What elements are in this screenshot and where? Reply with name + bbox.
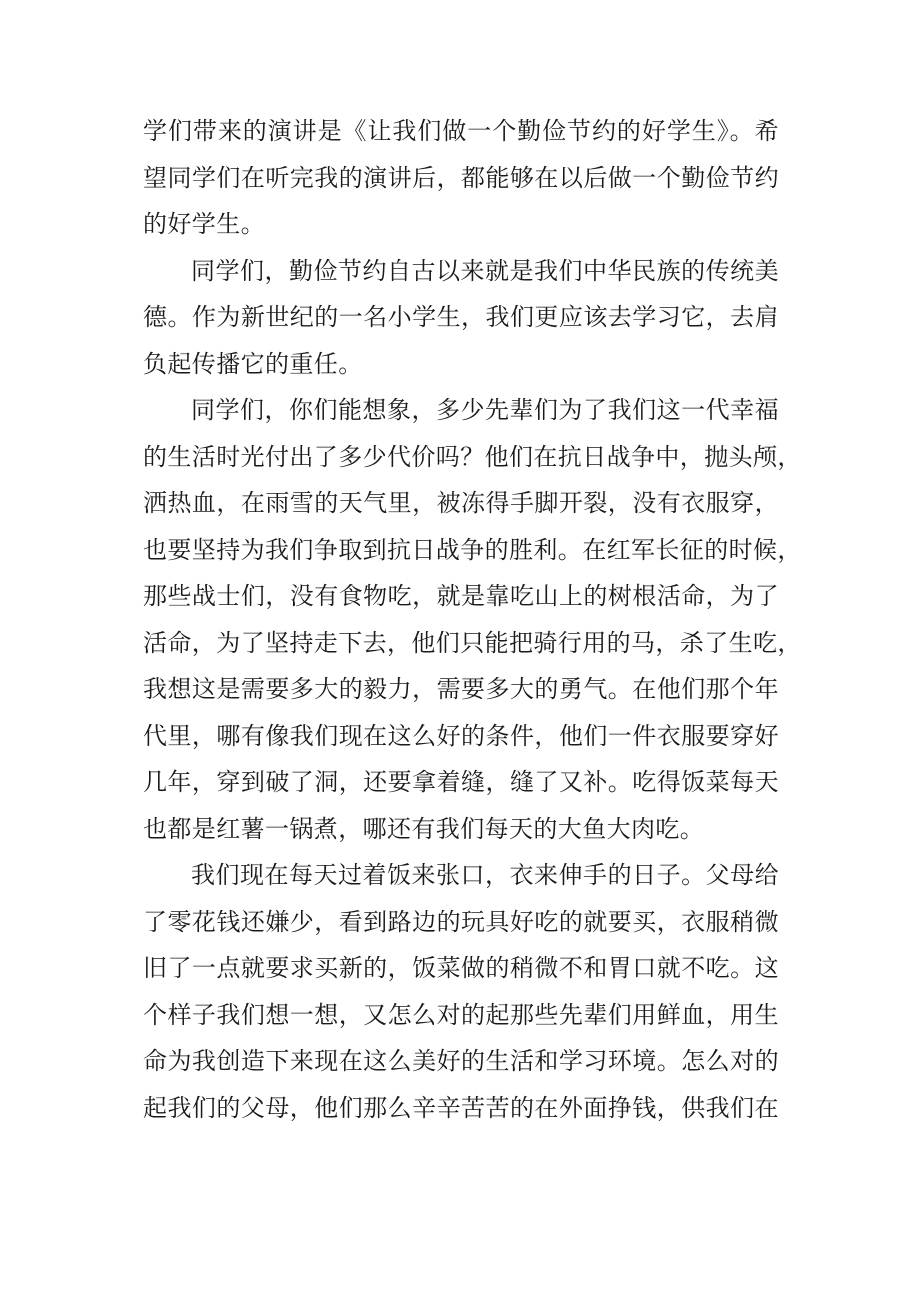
text-line: 也要坚持为我们争取到抗日战争的胜利。在红军长征的时候，: [143, 535, 802, 564]
text-line: 起我们的父母，他们那么辛辛苦苦的在外面挣钱，供我们在: [143, 1093, 779, 1122]
text-line: 那些战士们，没有食物吃，就是靠吃山上的树根活命，为了: [143, 582, 779, 610]
text-line: 也都是红薯一锅煮，哪还有我们每天的大鱼大肉吃。: [143, 814, 705, 843]
document-body: [143, 108, 802, 1131]
text-line: 旧了一点就要求买新的，饭菜做的稍微不和胃口就不吃。这: [143, 954, 779, 982]
text-line: 学们带来的演讲是《让我们做一个勤俭节约的好学生》。希: [143, 117, 779, 145]
text-line: 同学们，你们能想象，多少先辈们为了我们这一代幸福: [191, 396, 779, 424]
text-line: 我们现在每天过着饭来张口，衣来伸手的日子。父母给: [191, 861, 779, 889]
text-line: 同学们，勤俭节约自古以来就是我们中华民族的传统美: [191, 256, 779, 285]
text-line: 洒热血，在雨雪的天气里，被冻得手脚开裂，没有衣服穿，: [143, 489, 779, 517]
paragraph: [143, 852, 779, 1131]
text-line: 命为我创造下来现在这么美好的生活和学习环境。怎么对的: [143, 1047, 779, 1075]
text-line: 望同学们在听完我的演讲后，都能够在以后做一个勤俭节约: [143, 163, 779, 192]
text-line: 德。作为新世纪的一名小学生，我们更应该去学习它，去肩: [143, 303, 779, 331]
paragraph: [143, 108, 779, 248]
text-line: 的好学生。: [143, 210, 265, 238]
paragraph: [143, 248, 779, 388]
text-line: 了零花钱还嫌少，看到路边的玩具好吃的就要买，衣服稍微: [143, 907, 779, 936]
text-line: 活命，为了坚持走下去，他们只能把骑行用的马，杀了生吃，: [143, 628, 802, 657]
text-line: 的生活时光付出了多少代价吗？他们在抗日战争中，抛头颅，: [143, 442, 802, 471]
paragraph: [143, 387, 802, 852]
text-line: 代里，哪有像我们现在这么好的条件，他们一件衣服要穿好: [143, 721, 779, 750]
text-line: 几年，穿到破了洞，还要拿着缝，缝了又补。吃得饭菜每天: [143, 768, 779, 796]
text-line: 负起传播它的重任。: [143, 349, 363, 378]
text-line: 我想这是需要多大的毅力，需要多大的勇气。在他们那个年: [143, 675, 779, 703]
text-line: 个样子我们想一想，又怎么对的起那些先辈们用鲜血，用生: [143, 1000, 779, 1029]
